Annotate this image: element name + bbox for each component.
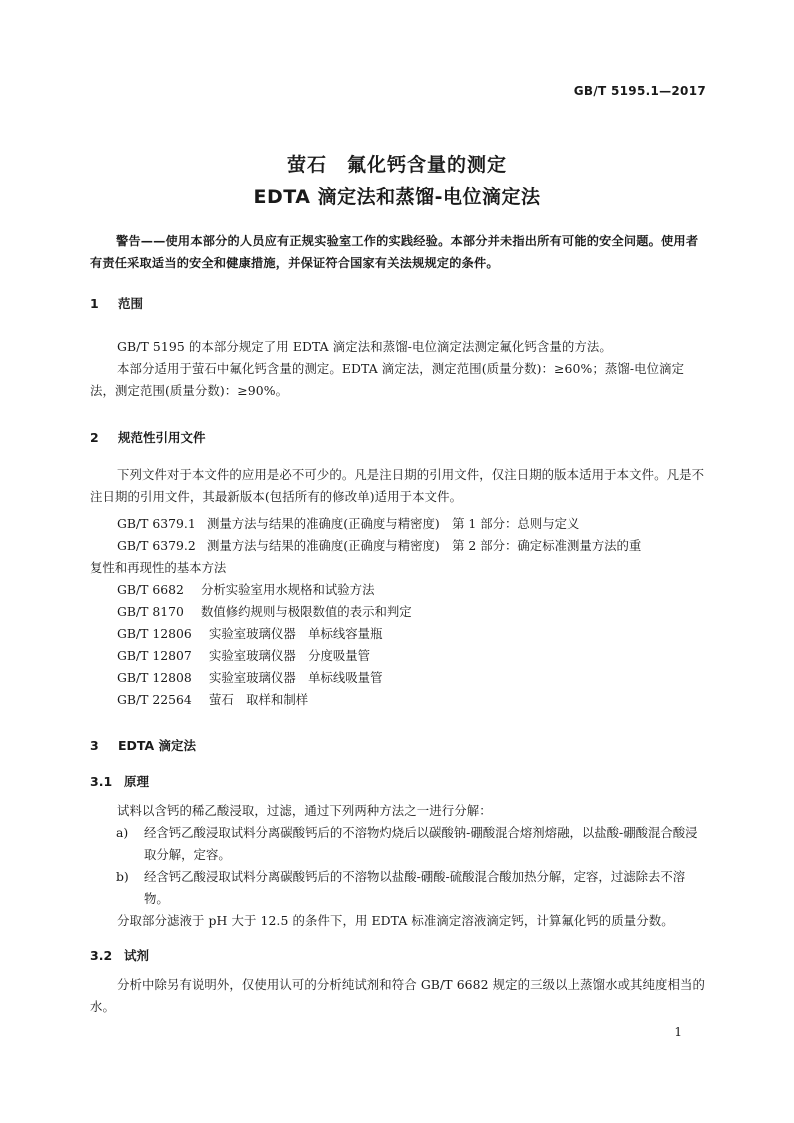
list-item xyxy=(90,822,706,866)
section-1-paragraph-2: 本部分适用于萤石中氟化钙含量的测定。EDTA 滴定法，测定范围(质量分数)：≥60%；蒸馏-电位滴定法，测定范围(质量分数)：≥90%。 xyxy=(90,361,685,398)
reference-item xyxy=(117,514,579,532)
reference-code: GB/T 6682 xyxy=(117,582,184,597)
section-1-heading xyxy=(90,294,143,312)
section-title: 范围 xyxy=(118,296,144,311)
subsection-title: 试剂 xyxy=(124,948,150,963)
document-title-line2: EDTA 滴定法和蒸馏-电位滴定法 xyxy=(253,186,541,208)
document-title-line1: 萤石 氟化钙含量的测定 xyxy=(286,154,507,176)
list-item-text: 经含钙乙酸浸取试料分离碳酸钙后的不溶物灼烧后以碳酸钠-硼酸混合熔剂熔融，以盐酸-硼酸混合酸浸取分解，定容。 xyxy=(144,825,698,862)
section-2-heading xyxy=(90,428,206,446)
warning-paragraph: 警告——使用本部分的人员应有正规实验室工作的实践经验。本部分并未指出所有可能的安全问题。使用者有责任采取适当的安全和健康措施，并保证符合国家有关法规规定的条件。 xyxy=(90,234,699,270)
reference-code: GB/T 12807 xyxy=(117,648,192,663)
section-title: EDTA 滴定法 xyxy=(118,738,196,753)
list-item-text: 经含钙乙酸浸取试料分离碳酸钙后的不溶物以盐酸-硼酸-硫酸混合酸加热分解，定容，过滤除去不溶物。 xyxy=(144,869,686,906)
subsection-number: 3.2 xyxy=(90,948,113,963)
section-1-paragraph-1: GB/T 5195 的本部分规定了用 EDTA 滴定法和蒸馏-电位滴定法测定氟化钙含量的方法。 xyxy=(117,339,612,354)
reference-item xyxy=(117,580,374,598)
reagents-paragraph: 分析中除另有说明外，仅使用认可的分析纯试剂和符合 GB/T 6682 规定的三级以上蒸馏水或其纯度相当的水。 xyxy=(90,977,706,1014)
reference-item xyxy=(117,624,382,642)
section-3-heading xyxy=(90,736,196,754)
reference-title: 实验室玻璃仪器 单标线吸量管 xyxy=(209,670,383,685)
list-item xyxy=(90,866,706,910)
subsection-3-2-heading xyxy=(90,946,149,964)
reference-title: 测量方法与结果的准确度(正确度与精密度) 第 1 部分：总则与定义 xyxy=(207,516,580,531)
reference-code: GB/T 8170 xyxy=(117,604,184,619)
reference-title: 数值修约规则与极限数值的表示和判定 xyxy=(201,604,412,619)
section-2-intro: 下列文件对于本文件的应用是必不可少的。凡是注日期的引用文件，仅注日期的版本适用于本文件。凡是不注日期的引用文件，其最新版本(包括所有的修改单)适用于本文件。 xyxy=(90,467,705,504)
reference-code: GB/T 12808 xyxy=(117,670,192,685)
reference-item xyxy=(117,668,382,686)
standard-code-header: GB/T 5195.1—2017 xyxy=(573,84,706,98)
list-marker: a) xyxy=(116,825,129,840)
section-number: 3 xyxy=(90,738,99,753)
reference-item xyxy=(117,602,412,620)
reference-title: 测量方法与结果的准确度(正确度与精密度) 第 2 部分：确定标准测量方法的重 xyxy=(207,538,642,553)
section-number: 2 xyxy=(90,430,99,445)
page-number: 1 xyxy=(674,1025,682,1039)
reference-code: GB/T 6379.2 xyxy=(117,538,196,553)
reference-continuation: 复性和再现性的基本方法 xyxy=(90,560,227,575)
reference-item xyxy=(117,536,641,554)
reference-item xyxy=(117,646,370,664)
section-number: 1 xyxy=(90,296,99,311)
reference-title: 实验室玻璃仪器 单标线容量瓶 xyxy=(209,626,383,641)
reference-title: 分析实验室用水规格和试验方法 xyxy=(201,582,375,597)
principle-conclusion: 分取部分滤液于 pH 大于 12.5 的条件下，用 EDTA 标准滴定溶液滴定钙，计算氟化钙的质量分数。 xyxy=(117,913,674,928)
subsection-title: 原理 xyxy=(124,774,150,789)
list-marker: b) xyxy=(116,869,129,884)
reference-code: GB/T 6379.1 xyxy=(117,516,196,531)
reference-code: GB/T 22564 xyxy=(117,692,192,707)
section-title: 规范性引用文件 xyxy=(118,430,206,445)
principle-intro: 试料以含钙的稀乙酸浸取，过滤，通过下列两种方法之一进行分解： xyxy=(117,803,492,818)
reference-title: 实验室玻璃仪器 分度吸量管 xyxy=(209,648,371,663)
subsection-number: 3.1 xyxy=(90,774,113,789)
subsection-3-1-heading xyxy=(90,772,149,790)
reference-code: GB/T 12806 xyxy=(117,626,192,641)
reference-item xyxy=(117,690,308,708)
reference-title: 萤石 取样和制样 xyxy=(209,692,309,707)
